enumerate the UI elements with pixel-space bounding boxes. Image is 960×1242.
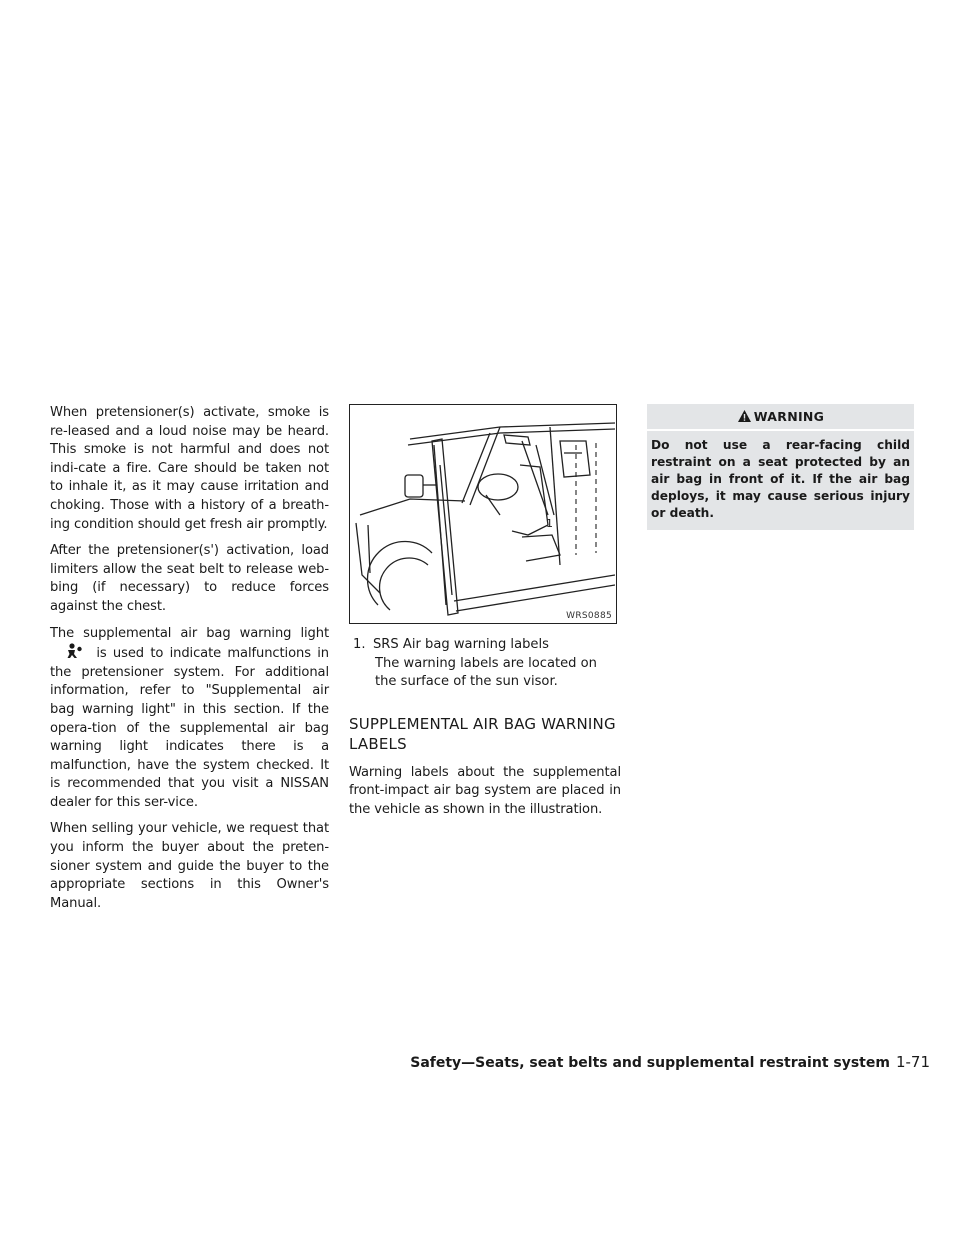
warning-box [647, 404, 914, 530]
paragraph-warning-labels: Warning labels about the supplemental front-impact air bag system are placed in the vehicle as shown in the illustration. [349, 764, 621, 817]
caption-description: The warning labels are located on the surface of the sun visor. [375, 655, 597, 690]
figure-code: WRS0885 [566, 611, 612, 621]
footer-section-title: Safety—Seats, seat belts and supplemental restraint system [410, 1055, 890, 1071]
paragraph-selling-vehicle: When selling your vehicle, we request that you inform the buyer about the preten-sioner system and guide the buyer to the appropriate sections in this Owner's Manual. [50, 821, 329, 911]
column-middle [349, 404, 621, 828]
column-left [50, 404, 329, 921]
page-footer [410, 1053, 930, 1071]
paragraph-smoke: When pretensioner(s) activate, smoke is re-leased and a loud noise may be heard. This smoke is not harmful and does not indi-cate a fire. Care should be taken not to inhale it, as it may cause irritation and choking. Those with a history of a breath-ing condition should get fresh air promptly. [50, 405, 329, 532]
caption-label: SRS Air bag warning labels [373, 637, 549, 652]
page-number: 1-71 [895, 1053, 930, 1071]
warning-light-text-before: The supplemental air bag warning light [50, 625, 329, 641]
figure-callout-number: 1 [546, 517, 553, 530]
caption-number: 1. [353, 637, 366, 652]
figure-caption [349, 636, 621, 655]
warning-title: WARNING [753, 409, 825, 424]
airbag-warning-light-icon [50, 643, 90, 657]
warning-triangle-icon [737, 409, 752, 423]
section-heading: SUPPLEMENTAL AIR BAG WARNING LABELS [349, 714, 616, 753]
column-right [647, 404, 914, 530]
warning-light-text-after: is used to indicate malfunctions in the pretensioner system. For additional information, refer to "Supplemental air bag warning light" in this section. If the opera-tion of the supplemental air bag warning light indicates there is a malfunction, have the system checked. It is recommended that you visit a NISSAN dealer for this ser-vice. [50, 646, 329, 810]
airbag-label-illustration [349, 404, 617, 624]
paragraph-load-limiters: After the pretensioner(s') activation, load limiters allow the seat belt to release web-bing (if necessary) to reduce forces against the chest. [50, 543, 329, 614]
warning-text: Do not use a rear-facing child restraint on a seat protected by an air bag in front of it. If the air bag deploys, it may cause serious injury or death. [651, 438, 910, 520]
warning-header [647, 404, 914, 431]
paragraph-warning-light [50, 625, 329, 813]
vehicle-interior-drawing [350, 405, 615, 622]
